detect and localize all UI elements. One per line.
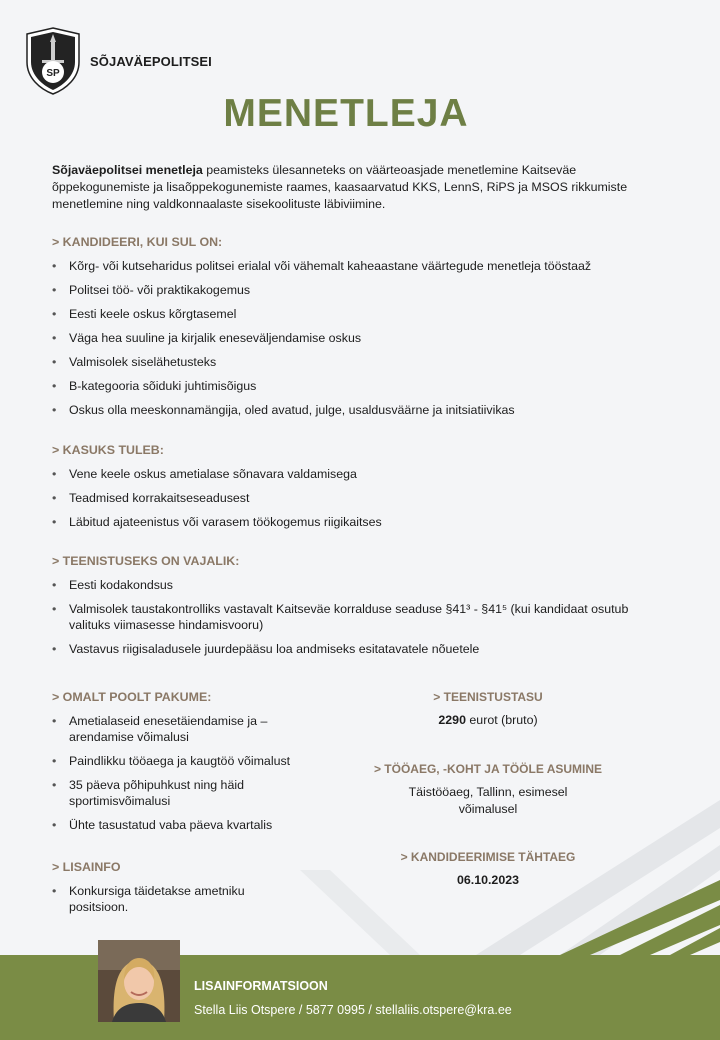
list-item: • Politsei töö- või praktikakogemus bbox=[52, 282, 682, 298]
candidate-list bbox=[52, 258, 682, 426]
salary-value bbox=[368, 712, 608, 729]
intro-bold: Sõjaväepolitsei menetleja bbox=[52, 163, 203, 177]
deadline-heading: > KANDIDEERIMISE TÄHTAEG bbox=[400, 850, 576, 864]
required-heading: > TEENISTUSEKS ON VAJALIK: bbox=[52, 554, 240, 568]
list-item: • Läbitud ajateenistus või varasem töökogemus riigikaitses bbox=[52, 514, 682, 530]
list-item: • Vastavus riigisaladusele juurdepääsu loa andmiseks esitatavatele nõuetele bbox=[52, 641, 652, 657]
offer-list bbox=[52, 713, 302, 841]
salary-amount: 2290 bbox=[438, 713, 466, 727]
candidate-heading: > KANDIDEERI, KUI SUL ON: bbox=[52, 235, 223, 249]
list-item: • Väga hea suuline ja kirjalik eneseväljendamise oskus bbox=[52, 330, 682, 346]
worktime-line: Täistööaeg, Tallinn, esimesel bbox=[408, 785, 568, 799]
list-item: • Ametialaseid enesetäiendamise ja – arendamise võimalusi bbox=[52, 713, 302, 745]
deadline-date: 06.10.2023 bbox=[456, 873, 519, 887]
list-item: • Valmisolek taustakontrolliks vastavalt Kaitseväe korralduse seaduse §41³ - §41⁵ (kui kandidaat osutub valituks viimasesse hindamisvooru) bbox=[52, 601, 652, 633]
intro-paragraph bbox=[52, 162, 670, 213]
person-portrait-icon bbox=[98, 940, 180, 1022]
footer-title: LISAINFORMATSIOON bbox=[194, 979, 328, 993]
list-item: • Teadmised korrakaitseseadusest bbox=[52, 490, 682, 506]
list-item: • 35 päeva põhipuhkust ning häid sportimisvõimalusi bbox=[52, 777, 302, 809]
list-item: • Vene keele oskus ametialase sõnavara valdamisega bbox=[52, 466, 682, 482]
required-list bbox=[52, 577, 652, 665]
list-item: • Valmisolek siselähetusteks bbox=[52, 354, 682, 370]
org-name: SÕJAVÄEPOLITSEI bbox=[90, 54, 212, 69]
salary-heading: > TEENISTUSTASU bbox=[433, 690, 543, 704]
footer-contact: Stella Liis Otspere / 5877 0995 / stellaliis.otspere@kra.ee bbox=[194, 1003, 512, 1017]
list-item: • Konkursiga täidetakse ametniku positsioon. bbox=[52, 883, 272, 915]
logo-letters: SP bbox=[46, 68, 60, 79]
sp-shield-logo-icon bbox=[24, 26, 82, 96]
list-item: • Paindlikku tööaega ja kaugtöö võimalust bbox=[52, 753, 302, 769]
list-item: • Kõrg- või kutseharidus politsei erialal või vähemalt kaheaastane väärtegude menetleja tööstaaž bbox=[52, 258, 682, 274]
info-heading: > LISAINFO bbox=[52, 860, 121, 874]
info-list bbox=[52, 883, 272, 923]
worktime-line: võimalusel bbox=[458, 802, 518, 816]
list-item: • Eesti keele oskus kõrgtasemel bbox=[52, 306, 682, 322]
page-title: MENETLEJA bbox=[223, 92, 469, 135]
list-item: • Oskus olla meeskonnamängija, oled avatud, julge, usaldusväärne ja initsiatiivikas bbox=[52, 402, 682, 418]
worktime-heading: > TÖÖAEG, -KOHT JA TÖÖLE ASUMINE bbox=[373, 762, 603, 776]
intro-text: peamisteks ülesanneteks on väärteoasjade menetlemine Kaitseväe õppekogunemiste ja lisaõppekogunemiste raames, kaasaarvatud KKS, LennS, RiPS ja MSOS rikkumiste menetlemine ning valdkonnaalaste sisekoolituste läbiviimine. bbox=[52, 163, 628, 211]
contact-photo bbox=[98, 940, 180, 1022]
worktime-value bbox=[348, 784, 628, 818]
useful-heading: > KASUKS TULEB: bbox=[52, 443, 164, 457]
list-item: • B-kategooria sõiduki juhtimisõigus bbox=[52, 378, 682, 394]
salary-unit: eurot (bruto) bbox=[465, 713, 538, 727]
useful-list bbox=[52, 466, 682, 538]
list-item: • Ühte tasustatud vaba päeva kvartalis bbox=[52, 817, 302, 833]
offer-heading: > OMALT POOLT PAKUME: bbox=[52, 690, 212, 704]
list-item: • Eesti kodakondsus bbox=[52, 577, 652, 593]
